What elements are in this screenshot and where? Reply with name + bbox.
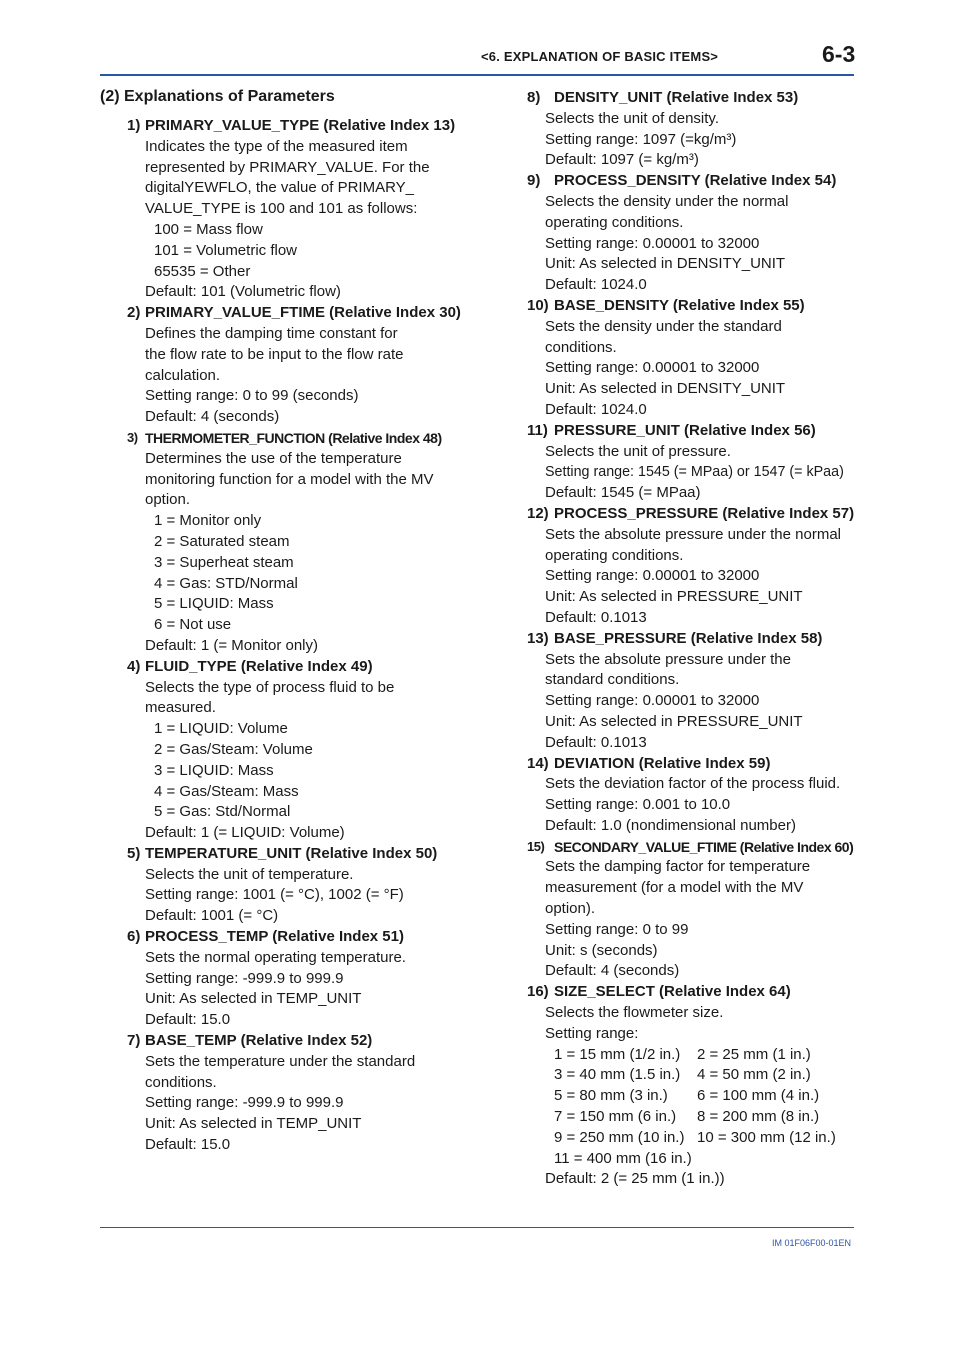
option-line: 3 = Superheat steam bbox=[154, 553, 294, 571]
parameter-heading bbox=[527, 837, 857, 858]
description-line: Default: 1 (= Monitor only) bbox=[145, 636, 318, 654]
size-option-row bbox=[545, 1045, 857, 1066]
size-option-row bbox=[545, 1086, 857, 1107]
description-line: Unit: As selected in PRESSURE_UNIT bbox=[545, 588, 803, 606]
parameter-description bbox=[100, 678, 470, 844]
description-line: Sets the deviation factor of the process fluid. bbox=[545, 775, 841, 793]
description-line: option. bbox=[145, 491, 191, 509]
description-line: Setting range: 0.00001 to 32000 bbox=[545, 234, 760, 252]
description-line: Setting range: 1545 (= MPaa) or 1547 (= kPaa) bbox=[545, 464, 844, 481]
parameter-title: DEVIATION (Relative Index 59) bbox=[554, 754, 771, 772]
option-line: 2 = Gas/Steam: Volume bbox=[154, 740, 313, 758]
description-line: Setting range: 1001 (= °C), 1002 (= °F) bbox=[145, 886, 404, 904]
description-line: Setting range: -999.9 to 999.9 bbox=[145, 1094, 344, 1112]
description-line: Unit: As selected in TEMP_UNIT bbox=[145, 1115, 362, 1133]
left-column bbox=[100, 116, 470, 1156]
option-line: 3 = LIQUID: Mass bbox=[154, 761, 274, 779]
parameter-title: THERMOMETER_FUNCTION (Relative Index 48) bbox=[145, 429, 442, 446]
parameter-title: SECONDARY_VALUE_FTIME (Relative Index 60) bbox=[554, 838, 854, 855]
description-line: Selects the flowmeter size. bbox=[545, 1004, 724, 1022]
description-line: Default: 1024.0 bbox=[545, 400, 647, 418]
description-line: Setting range: 1097 (=kg/m³) bbox=[545, 130, 737, 148]
description-line: Unit: s (seconds) bbox=[545, 941, 658, 959]
page-number: 6-3 bbox=[822, 41, 856, 67]
parameter-heading bbox=[527, 504, 857, 525]
parameter-heading bbox=[527, 171, 857, 192]
description-line: option). bbox=[545, 900, 596, 918]
footer-rule bbox=[100, 1227, 854, 1228]
parameter-title: FLUID_TYPE (Relative Index 49) bbox=[145, 657, 373, 675]
description-line: Sets the temperature under the standard bbox=[145, 1052, 416, 1070]
parameter-title: BASE_PRESSURE (Relative Index 58) bbox=[554, 629, 823, 647]
parameter-description bbox=[527, 525, 857, 629]
description-line: Sets the density under the standard bbox=[545, 317, 782, 335]
parameter-heading bbox=[527, 982, 857, 1003]
parameter-number: 3) bbox=[127, 429, 138, 445]
description-line: Default: 1024.0 bbox=[545, 276, 647, 294]
description-line: Default: 15.0 bbox=[145, 1136, 231, 1154]
description-line: Default: 1545 (= MPaa) bbox=[545, 484, 701, 502]
size-option: 11 = 400 mm (16 in.) bbox=[554, 1149, 692, 1167]
option-line: 6 = Not use bbox=[154, 616, 232, 634]
option-line: 2 = Saturated steam bbox=[154, 532, 290, 550]
description-line: Default: 0.1013 bbox=[545, 733, 647, 751]
parameter-item bbox=[527, 982, 857, 1190]
right-column bbox=[527, 88, 857, 1190]
description-line: Default: 4 (seconds) bbox=[145, 408, 280, 426]
description-line: measured. bbox=[145, 699, 216, 717]
option-line: 4 = Gas: STD/Normal bbox=[154, 574, 298, 592]
description-line: the flow rate to be input to the flow rate bbox=[145, 345, 404, 363]
section-heading: (2) Explanations of Parameters bbox=[100, 88, 335, 105]
parameter-description bbox=[100, 865, 470, 927]
parameter-description bbox=[100, 948, 470, 1031]
parameter-item bbox=[527, 88, 857, 171]
description-line: standard conditions. bbox=[545, 671, 680, 689]
description-line: Default: 1001 (= °C) bbox=[145, 907, 279, 925]
description-line: Defines the damping time constant for bbox=[145, 324, 398, 342]
size-option: 3 = 40 mm (1.5 in.) bbox=[554, 1066, 681, 1084]
parameter-item bbox=[100, 1031, 470, 1156]
size-option: 8 = 200 mm (8 in.) bbox=[697, 1108, 820, 1126]
description-line: operating conditions. bbox=[545, 213, 684, 231]
parameter-item bbox=[527, 504, 857, 629]
size-option: 4 = 50 mm (2 in.) bbox=[697, 1066, 811, 1084]
parameter-title: SIZE_SELECT (Relative Index 64) bbox=[554, 983, 791, 1001]
description-line: Setting range: -999.9 to 999.9 bbox=[145, 969, 344, 987]
option-line: 100 = Mass flow bbox=[154, 220, 263, 238]
parameter-heading bbox=[100, 657, 470, 678]
parameter-title: PRIMARY_VALUE_FTIME (Relative Index 30) bbox=[145, 304, 461, 322]
parameter-item bbox=[100, 927, 470, 1031]
size-option: 9 = 250 mm (10 in.) bbox=[554, 1128, 685, 1146]
description-line: Sets the absolute pressure under the bbox=[545, 650, 791, 668]
description-line: Sets the normal operating temperature. bbox=[145, 948, 406, 966]
parameter-heading bbox=[100, 1031, 470, 1052]
description-line: Selects the type of process fluid to be bbox=[145, 678, 395, 696]
option-line: 65535 = Other bbox=[154, 262, 251, 280]
parameter-title: PROCESS_DENSITY (Relative Index 54) bbox=[554, 172, 837, 190]
description-line: Sets the absolute pressure under the normal bbox=[545, 525, 842, 543]
parameter-item bbox=[527, 629, 857, 754]
parameter-number: 13) bbox=[527, 629, 549, 647]
parameter-description bbox=[527, 109, 857, 171]
description-line: calculation. bbox=[145, 366, 221, 384]
parameter-description bbox=[100, 137, 470, 303]
parameter-description bbox=[527, 192, 857, 296]
parameter-number: 8) bbox=[527, 89, 541, 106]
parameter-number: 16) bbox=[527, 983, 549, 1001]
parameter-heading bbox=[527, 629, 857, 650]
parameter-heading bbox=[527, 88, 857, 109]
parameter-item bbox=[527, 171, 857, 296]
parameter-heading bbox=[527, 296, 857, 317]
parameter-item bbox=[100, 116, 470, 303]
parameter-number: 15) bbox=[527, 838, 545, 854]
option-line: 5 = LIQUID: Mass bbox=[154, 595, 274, 613]
size-option-row bbox=[545, 1149, 857, 1170]
description-line: Default: 15.0 bbox=[145, 1011, 231, 1029]
description-line: Indicates the type of the measured item bbox=[145, 137, 408, 155]
default-line: Default: 2 (= 25 mm (1 in.)) bbox=[545, 1170, 725, 1188]
description-line: digitalYEWFLO, the value of PRIMARY_ bbox=[145, 179, 415, 197]
parameter-number: 10) bbox=[527, 296, 549, 314]
parameter-number: 2) bbox=[127, 304, 141, 322]
parameter-description bbox=[527, 1003, 857, 1190]
description-line: conditions. bbox=[145, 1073, 217, 1091]
description-line: Selects the unit of density. bbox=[545, 109, 719, 127]
description-line: Unit: As selected in DENSITY_UNIT bbox=[545, 255, 786, 273]
parameter-heading bbox=[100, 844, 470, 865]
parameter-description bbox=[100, 1052, 470, 1156]
header-rule bbox=[100, 74, 854, 76]
description-line: represented by PRIMARY_VALUE. For the bbox=[145, 158, 430, 176]
parameter-heading bbox=[100, 428, 470, 449]
parameter-heading bbox=[100, 927, 470, 948]
parameter-title: PRESSURE_UNIT (Relative Index 56) bbox=[554, 421, 816, 439]
parameter-number: 11) bbox=[527, 421, 548, 439]
size-option-row bbox=[545, 1065, 857, 1086]
option-line: 1 = Monitor only bbox=[154, 512, 262, 530]
parameter-number: 6) bbox=[127, 928, 141, 946]
description-line: Unit: As selected in PRESSURE_UNIT bbox=[545, 712, 803, 730]
description-line: VALUE_TYPE is 100 and 101 as follows: bbox=[145, 200, 418, 218]
parameter-item bbox=[100, 657, 470, 844]
parameter-title: PROCESS_PRESSURE (Relative Index 57) bbox=[554, 504, 855, 522]
description-line: Determines the use of the temperature bbox=[145, 449, 402, 467]
description-line: Setting range: 0.00001 to 32000 bbox=[545, 359, 760, 377]
description-line: monitoring function for a model with the MV bbox=[145, 470, 434, 488]
size-option: 7 = 150 mm (6 in.) bbox=[554, 1108, 677, 1126]
parameter-title: PRIMARY_VALUE_TYPE (Relative Index 13) bbox=[145, 117, 456, 134]
parameter-title: BASE_DENSITY (Relative Index 55) bbox=[554, 296, 805, 314]
parameter-title: BASE_TEMP (Relative Index 52) bbox=[145, 1032, 373, 1050]
description-line: Default: 4 (seconds) bbox=[545, 962, 680, 980]
parameter-number: 1) bbox=[127, 117, 141, 134]
option-line: 5 = Gas: Std/Normal bbox=[154, 803, 291, 821]
size-option-row bbox=[545, 1128, 857, 1149]
parameter-item bbox=[100, 303, 470, 428]
description-line: conditions. bbox=[545, 338, 617, 356]
parameter-number: 12) bbox=[527, 504, 549, 522]
size-option-row bbox=[545, 1107, 857, 1128]
parameter-description bbox=[527, 857, 857, 982]
option-line: 4 = Gas/Steam: Mass bbox=[154, 782, 299, 800]
description-line: Unit: As selected in TEMP_UNIT bbox=[145, 990, 362, 1008]
size-option: 2 = 25 mm (1 in.) bbox=[697, 1045, 811, 1063]
description-line: Selects the unit of pressure. bbox=[545, 442, 731, 460]
parameter-heading bbox=[527, 421, 857, 442]
parameter-item bbox=[527, 754, 857, 837]
parameter-description bbox=[527, 650, 857, 754]
parameter-description bbox=[527, 442, 857, 504]
parameter-heading bbox=[100, 116, 470, 137]
description-line: Default: 0.1013 bbox=[545, 608, 647, 626]
size-option: 5 = 80 mm (3 in.) bbox=[554, 1087, 668, 1105]
parameter-title: DENSITY_UNIT (Relative Index 53) bbox=[554, 89, 799, 106]
size-option: 10 = 300 mm (12 in.) bbox=[697, 1128, 836, 1146]
parameter-item bbox=[527, 837, 857, 983]
document-id: IM 01F06F00-01EN bbox=[772, 1238, 852, 1248]
parameter-number: 4) bbox=[127, 657, 141, 675]
parameter-title: PROCESS_TEMP (Relative Index 51) bbox=[145, 928, 404, 946]
parameter-item bbox=[527, 421, 857, 504]
parameter-item bbox=[527, 296, 857, 421]
description-line: Selects the unit of temperature. bbox=[145, 865, 354, 883]
parameter-item bbox=[100, 428, 470, 657]
description-line: operating conditions. bbox=[545, 546, 684, 564]
description-line: measurement (for a model with the MV bbox=[545, 879, 804, 897]
chapter-header: <6. EXPLANATION OF BASIC ITEMS> bbox=[481, 49, 719, 64]
option-line: 101 = Volumetric flow bbox=[154, 241, 297, 259]
description-line: Setting range: 0 to 99 bbox=[545, 920, 689, 938]
option-line: 1 = LIQUID: Volume bbox=[154, 720, 288, 738]
parameter-description bbox=[100, 324, 470, 428]
description-line: Default: 1.0 (nondimensional number) bbox=[545, 816, 796, 834]
parameter-description bbox=[527, 774, 857, 836]
size-option: 6 = 100 mm (4 in.) bbox=[697, 1087, 820, 1105]
description-line: Setting range: 0.00001 to 32000 bbox=[545, 567, 760, 585]
description-line: Sets the damping factor for temperature bbox=[545, 858, 811, 876]
description-line: Setting range: 0.00001 to 32000 bbox=[545, 692, 760, 710]
parameter-heading bbox=[527, 754, 857, 775]
description-line: Default: 101 (Volumetric flow) bbox=[145, 283, 341, 301]
description-line: Setting range: bbox=[545, 1024, 639, 1042]
description-line: Default: 1 (= LIQUID: Volume) bbox=[145, 824, 345, 842]
description-line: Default: 1097 (= kg/m³) bbox=[545, 151, 699, 169]
size-option: 1 = 15 mm (1/2 in.) bbox=[554, 1045, 681, 1063]
parameter-item bbox=[100, 844, 470, 927]
description-line: Setting range: 0.001 to 10.0 bbox=[545, 796, 731, 814]
parameter-title: TEMPERATURE_UNIT (Relative Index 50) bbox=[145, 844, 438, 862]
parameter-number: 7) bbox=[127, 1032, 141, 1050]
parameter-heading bbox=[100, 303, 470, 324]
parameter-number: 5) bbox=[127, 844, 141, 862]
description-line: Setting range: 0 to 99 (seconds) bbox=[145, 387, 359, 405]
parameter-description bbox=[527, 317, 857, 421]
parameter-number: 9) bbox=[527, 172, 541, 190]
description-line: Unit: As selected in DENSITY_UNIT bbox=[545, 380, 786, 398]
parameter-number: 14) bbox=[527, 754, 549, 772]
parameter-description bbox=[100, 449, 470, 657]
description-line: Selects the density under the normal bbox=[545, 192, 789, 210]
